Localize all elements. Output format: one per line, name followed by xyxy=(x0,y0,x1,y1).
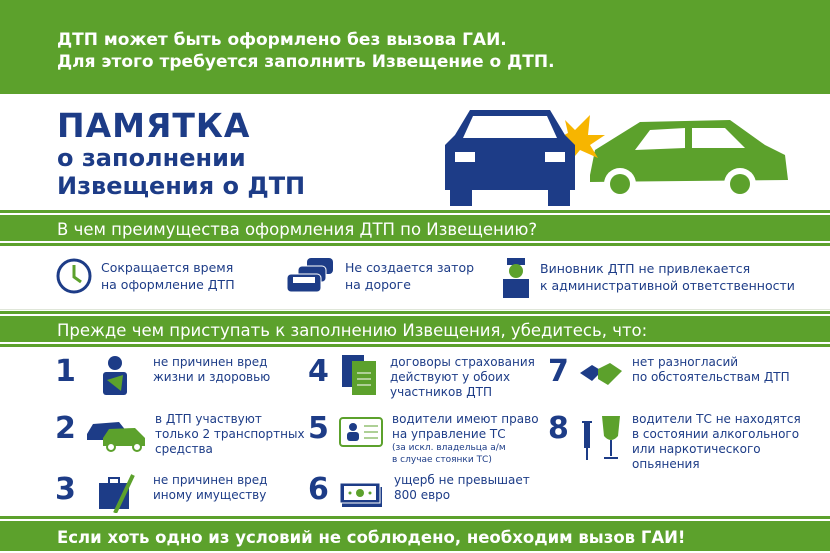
condition-number: 1 xyxy=(55,354,76,389)
condition-text: иному имуществу xyxy=(153,488,267,502)
condition-text: средства xyxy=(155,442,213,456)
header-line-2: Для этого требуется заполнить Извещение о ДТП. xyxy=(57,52,555,72)
car-crash-illustration xyxy=(440,100,800,208)
condition-number: 6 xyxy=(308,472,329,507)
benefit-text-1: Сокращается время xyxy=(101,260,234,275)
condition-text: водители ТС не находятся xyxy=(632,412,801,426)
condition-text: водители имеют право xyxy=(392,412,539,426)
condition-text: не причинен вред xyxy=(153,473,268,487)
footer-bar xyxy=(0,519,830,553)
benefits-row xyxy=(0,246,830,310)
condition-item-6 xyxy=(308,473,530,513)
green-car-icon xyxy=(590,120,788,200)
condition-text: в состоянии алкогольного xyxy=(632,427,800,441)
condition-item-7 xyxy=(548,355,790,395)
condition-text: договоры страхования xyxy=(390,355,535,369)
benefit-text-1: Виновник ДТП не привлекается xyxy=(540,261,751,276)
condition-item-3 xyxy=(55,473,267,513)
benefit-text-2: к административной ответственности xyxy=(540,278,795,293)
syringe-glass-icon xyxy=(578,412,624,462)
benefit-text-1: Не создается затор xyxy=(345,260,475,275)
blue-car-icon xyxy=(445,110,575,206)
driver-license-icon xyxy=(338,412,384,452)
condition-item-5 xyxy=(308,412,539,466)
condition-number: 8 xyxy=(548,411,569,446)
police-officer-icon xyxy=(500,256,532,298)
condition-text: действуют у обоих xyxy=(390,370,511,384)
condition-text: на управление ТС xyxy=(392,427,506,441)
condition-text: не причинен вред xyxy=(153,355,268,369)
condition-number: 3 xyxy=(55,472,76,507)
condition-text: ущерб не превышает xyxy=(394,473,530,487)
page-title xyxy=(57,108,305,200)
title-main: ПАМЯТКА xyxy=(57,106,251,145)
benefit-item xyxy=(285,256,474,296)
condition-text: 800 евро xyxy=(394,488,451,502)
benefit-text-2: на оформление ДТП xyxy=(101,277,235,292)
clock-icon xyxy=(55,256,93,296)
benefits-heading-bar xyxy=(0,213,830,243)
condition-number: 7 xyxy=(548,354,569,389)
documents-icon xyxy=(338,355,382,395)
condition-item-1 xyxy=(55,355,270,395)
title-sub-2: Извещения о ДТП xyxy=(57,172,306,200)
condition-text: опьянения xyxy=(632,457,700,471)
condition-number: 4 xyxy=(308,354,329,389)
header-banner xyxy=(0,0,830,94)
benefits-heading: В чем преимущества оформления ДТП по Извещению? xyxy=(57,220,538,239)
two-cars-icon xyxy=(85,412,147,452)
traffic-jam-icon xyxy=(285,256,337,296)
briefcase-umbrella-icon xyxy=(85,473,145,513)
money-icon xyxy=(338,473,386,513)
condition-text: в ДТП участвуют xyxy=(155,412,262,426)
condition-item-2 xyxy=(55,412,305,457)
condition-note: в случае стоянки ТС) xyxy=(392,455,492,465)
header-line-1: ДТП может быть оформлено без вызова ГАИ. xyxy=(57,30,507,50)
condition-number: 2 xyxy=(55,411,76,446)
condition-text: участников ДТП xyxy=(390,385,492,399)
condition-number: 5 xyxy=(308,411,329,446)
condition-text: или наркотического xyxy=(632,442,761,456)
footer-warning: Если хоть одно из условий не соблюдено, необходим вызов ГАИ! xyxy=(57,528,686,547)
conditions-heading-bar xyxy=(0,314,830,344)
condition-text: нет разногласий xyxy=(632,355,739,369)
benefit-text-2: на дороге xyxy=(345,277,411,292)
condition-text: только 2 транспортных xyxy=(155,427,305,441)
conditions-heading: Прежде чем приступать к заполнению Извещения, убедитесь, что: xyxy=(57,321,648,340)
condition-item-4 xyxy=(308,355,535,400)
condition-note: (за искл. владельца а/м xyxy=(392,443,506,453)
title-sub-1: о заполнении xyxy=(57,144,246,172)
injured-person-icon xyxy=(85,355,145,395)
condition-text: жизни и здоровью xyxy=(153,370,271,384)
benefit-item xyxy=(500,256,795,298)
handshake-icon xyxy=(578,355,624,395)
condition-item-8 xyxy=(548,412,801,472)
benefit-item xyxy=(55,256,235,296)
condition-text: по обстоятельствам ДТП xyxy=(632,370,790,384)
